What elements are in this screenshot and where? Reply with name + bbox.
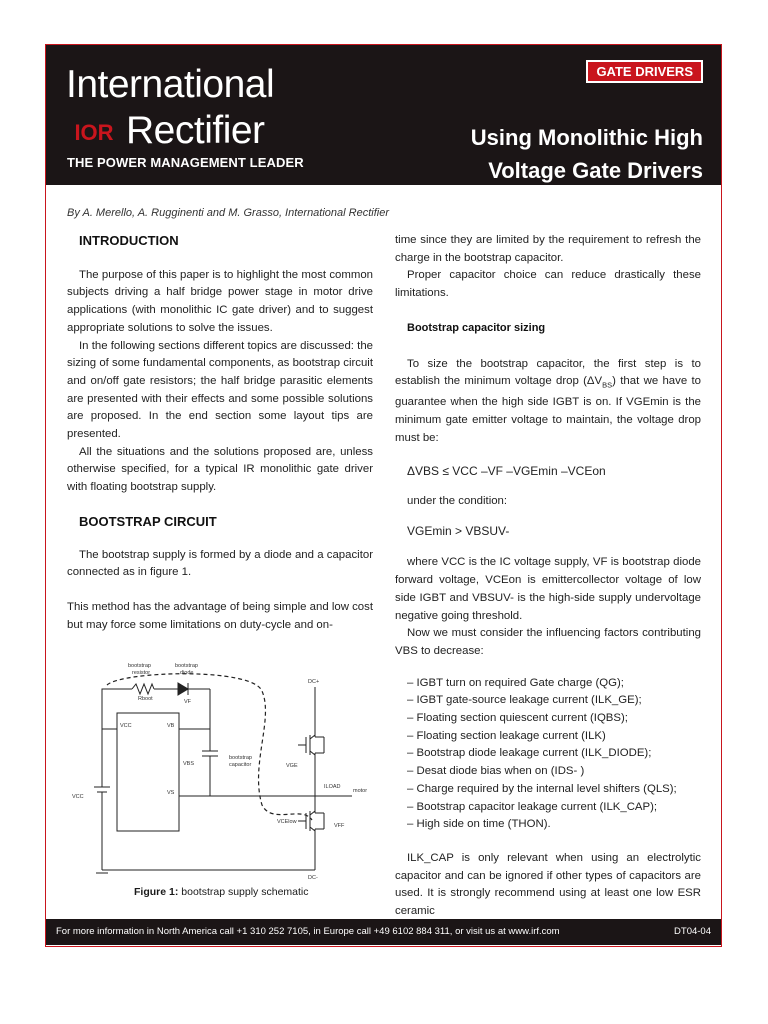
- figure-caption-text: bootstrap supply schematic: [178, 886, 309, 898]
- svg-text:capacitor: capacitor: [229, 762, 252, 768]
- bootstrap-diode-label: bootstrap: [175, 663, 198, 669]
- sizing-heading: Bootstrap capacitor sizing: [407, 321, 546, 334]
- vbs-label: VBS: [183, 761, 195, 767]
- vcelow-label: VCElow: [277, 819, 297, 825]
- factor-item: – Charge required by the internal level shifters (QLS);: [407, 782, 677, 795]
- continued-paragraph: time since they are limited by the requirement to refresh the charge in the bootstrap capacitor.: [395, 234, 701, 264]
- intro-paragraph-1: The purpose of this paper is to highlight the most common subjects driving a half bridge power stage in motor drive applications (with monolithic IC gate driver) and to suggest appropriate solutions to solve the issues.: [67, 268, 373, 334]
- left-column: [67, 232, 373, 634]
- dc-plus-label: DC+: [308, 679, 320, 685]
- condition-label: under the condition:: [407, 495, 508, 508]
- factor-item: – Bootstrap diode leakage current (ILK_DIODE);: [407, 747, 652, 760]
- figure-caption: [134, 886, 309, 898]
- factor-item: – Floating section quiescent current (IQBS);: [407, 712, 628, 725]
- sizing-text-sub: BS: [602, 380, 613, 390]
- bootstrap-heading: BOOTSTRAP CIRCUIT: [79, 513, 217, 529]
- vb-pin-label: VB: [167, 723, 175, 729]
- title-line-1: Using Monolithic High: [470, 125, 703, 150]
- document-title: [471, 121, 703, 187]
- where-paragraph: where VCC is the IC voltage supply, VF is bootstrap diode forward voltage, VCEon is emittercollector voltage of low side IGBT and VBSUV- is the high-side supply undervoltage negative going threshold.: [395, 556, 701, 622]
- bootstrap-paragraph-1: The bootstrap supply is formed by a diode and a capacitor connected as in figure 1.: [67, 548, 373, 579]
- iload-label: ILOAD: [324, 784, 341, 790]
- figure-caption-label: Figure 1:: [134, 886, 179, 898]
- vs-pin-label: VS: [167, 790, 175, 796]
- bootstrap-capacitor-label: bootstrap: [229, 755, 252, 761]
- right-column: [395, 232, 701, 921]
- vcc-pin-label: VCC: [120, 723, 132, 729]
- ior-logo-icon: [68, 119, 120, 145]
- vge-label: VGE: [286, 763, 298, 769]
- sizing-text-start: To size the bootstrap capacitor, the first step is to establish the minimum voltage drop (ΔV: [395, 357, 701, 388]
- motor-label: motor: [353, 788, 368, 794]
- factor-item: – Bootstrap capacitor leakage current (ILK_CAP);: [407, 800, 658, 813]
- equation-1: ΔVBS ≤ VCC –VF –VGEmin –VCEon: [407, 464, 606, 479]
- factor-item: – Floating section leakage current (ILK): [407, 729, 606, 742]
- diode-symbol: [178, 683, 188, 695]
- title-line-2: Voltage Gate Drivers: [488, 158, 703, 183]
- intro-heading: INTRODUCTION: [79, 233, 179, 248]
- factor-item: – IGBT gate-source leakage current (ILK_GE);: [407, 694, 642, 707]
- capacitor-choice-paragraph: Proper capacitor choice can reduce drastically these limitations.: [395, 269, 701, 300]
- gate-driver-ic-box: [117, 713, 179, 831]
- category-badge: GATE DRIVERS: [586, 60, 703, 83]
- svg-text:resistor: resistor: [132, 670, 151, 676]
- bootstrap-paragraph-2: This method has the advantage of being simple and low cost but may force some limitations on duty-cycle and on-: [67, 600, 373, 631]
- factors-intro-paragraph: Now we must consider the influencing factors contributing VBS to decrease:: [395, 627, 701, 657]
- brand-name-line2: Rectifier: [126, 109, 265, 152]
- rboot-label: Rboot: [138, 696, 153, 702]
- footer-bar: [46, 919, 721, 945]
- authors-line: By A. Merello, A. Rugginenti and M. Grasso, International Rectifier: [67, 207, 389, 219]
- intro-paragraph-3: All the situations and the solutions proposed are, unless otherwise specified, for a typical IR monolithic gate driver with floating bootstrap supply.: [67, 445, 373, 494]
- resistor-symbol: [132, 684, 154, 694]
- factor-item: – Desat diode bias when on (IDS- ): [407, 765, 585, 778]
- factor-item: – IGBT turn on required Gate charge (QG);: [407, 676, 624, 689]
- ilk-cap-paragraph: ILK_CAP is only relevant when using an electrolytic capacitor and can be ignored if other types of capacitors are used. It is strongly recommend using at least one low ESR ceramic: [395, 851, 701, 918]
- header-banner: [46, 45, 721, 185]
- equation-2: VGEmin > VBSUV-: [407, 523, 510, 538]
- svg-text:diode: diode: [180, 670, 194, 676]
- brand-name-line1: International: [66, 63, 275, 106]
- tagline: THE POWER MANAGEMENT LEADER: [67, 155, 304, 170]
- vf-label: VF: [184, 699, 192, 705]
- bootstrap-schematic-figure: [62, 655, 374, 905]
- factors-list: [395, 675, 701, 834]
- dc-minus-label: DC-: [308, 875, 318, 881]
- vff-label: VFF: [334, 823, 345, 829]
- sizing-paragraph: [395, 356, 701, 448]
- svg-text:IOR: IOR: [74, 120, 114, 145]
- sizing-text-rest: ) that we have to guarantee when the high side IGBT is on. If VGEmin is the minimum gate emitter voltage to maintain, the voltage drop must be:: [395, 375, 702, 444]
- bootstrap-resistor-label: bootstrap: [128, 663, 151, 669]
- vcc-source-label: VCC: [72, 794, 84, 800]
- document-code: DT04-04: [674, 926, 711, 937]
- intro-paragraph-2: In the following sections different topics are discussed: the sizing of some fundamental components, as bootstrap circuit and on/off gate resistors; the half bridge parasitic elements are presented with their effects and some possible solutions are proposed. In the end section some layout tips are presented.: [67, 339, 373, 441]
- footer-contact-info: For more information in North America call +1 310 252 7105, in Europe call +49 6102 884 311, or visit us at www.irf.com: [56, 926, 560, 937]
- factor-item: – High side on time (THON).: [407, 818, 551, 831]
